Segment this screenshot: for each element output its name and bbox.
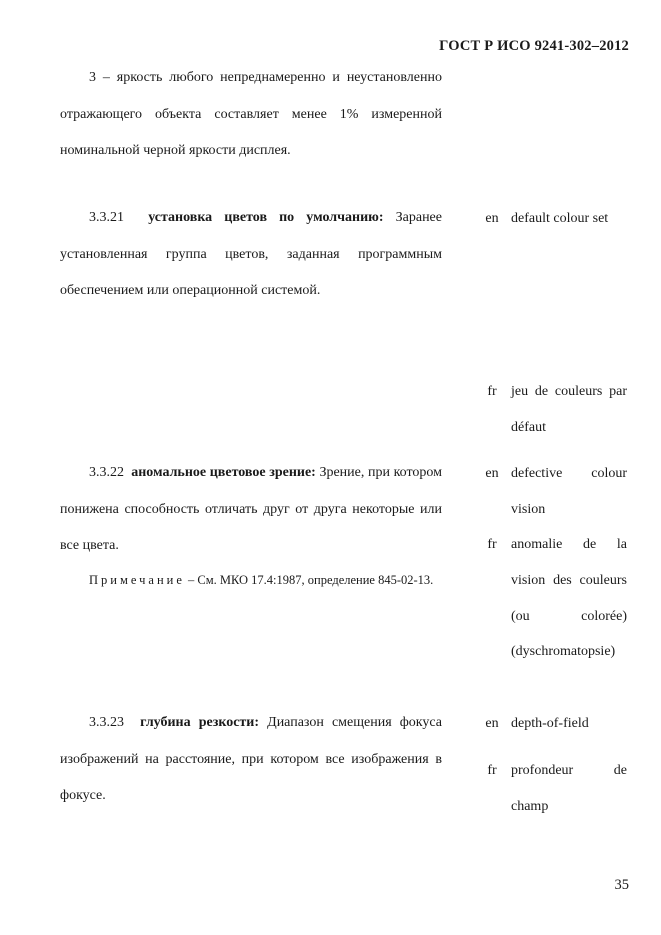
term-definition: Заранее установленная группа цветов, заданная программным обеспечением или операционной системой. (60, 210, 442, 298)
note-text: – См. МКО 17.4:1987, определение 845-02-13. (188, 573, 434, 587)
term-number: 3.3.22 (89, 465, 124, 480)
term-3-3-23 (60, 705, 442, 815)
term-title: установка цветов по умолчанию: (148, 210, 384, 225)
term-3-3-21 (60, 200, 442, 310)
en-equivalent: defective colour vision (511, 466, 627, 517)
term-title: глубина резкости: (140, 715, 260, 730)
en-label: en (485, 716, 499, 731)
term-3-3-22 (60, 455, 442, 565)
fr-equivalent: profondeur de champ (511, 763, 627, 814)
fr-equivalent: jeu de couleurs par défaut (511, 384, 627, 435)
en-label: en (485, 211, 499, 226)
document-header: ГОСТ Р ИСО 9241-302–2012 (439, 38, 629, 54)
term-note (60, 565, 442, 595)
term-definition: Диапазон смещения фокуса изображений на расстояние, при котором все изображения в фокусе. (60, 715, 443, 803)
term-title: аномальное цветовое зрение: (131, 465, 316, 480)
fr-label: fr (487, 384, 497, 399)
term-definition: Зрение, при котором понижена способность отличать друг от друга некоторые или все цвета. (60, 465, 443, 553)
page-number: 35 (614, 877, 629, 893)
item-3-paragraph (60, 60, 442, 170)
term-number: 3.3.23 (89, 715, 124, 730)
note-label: Примечание (89, 573, 185, 587)
fr-label: fr (487, 763, 497, 778)
en-equivalent: default colour set (511, 211, 609, 226)
fr-equivalent: anomalie de la vision des couleurs (ou colorée) (dyschromatopsie) (511, 537, 627, 660)
en-equivalent: depth-of-field (511, 716, 589, 731)
fr-label: fr (487, 537, 497, 552)
item-3-lead: 3 – яркость любого непреднамеренно и (89, 70, 340, 85)
item-3-rest: неустановленно отражающего объекта составляет менее 1% измеренной номинальной черной яркости дисплея. (60, 70, 442, 158)
en-label: en (485, 466, 499, 481)
term-number: 3.3.21 (89, 210, 124, 225)
